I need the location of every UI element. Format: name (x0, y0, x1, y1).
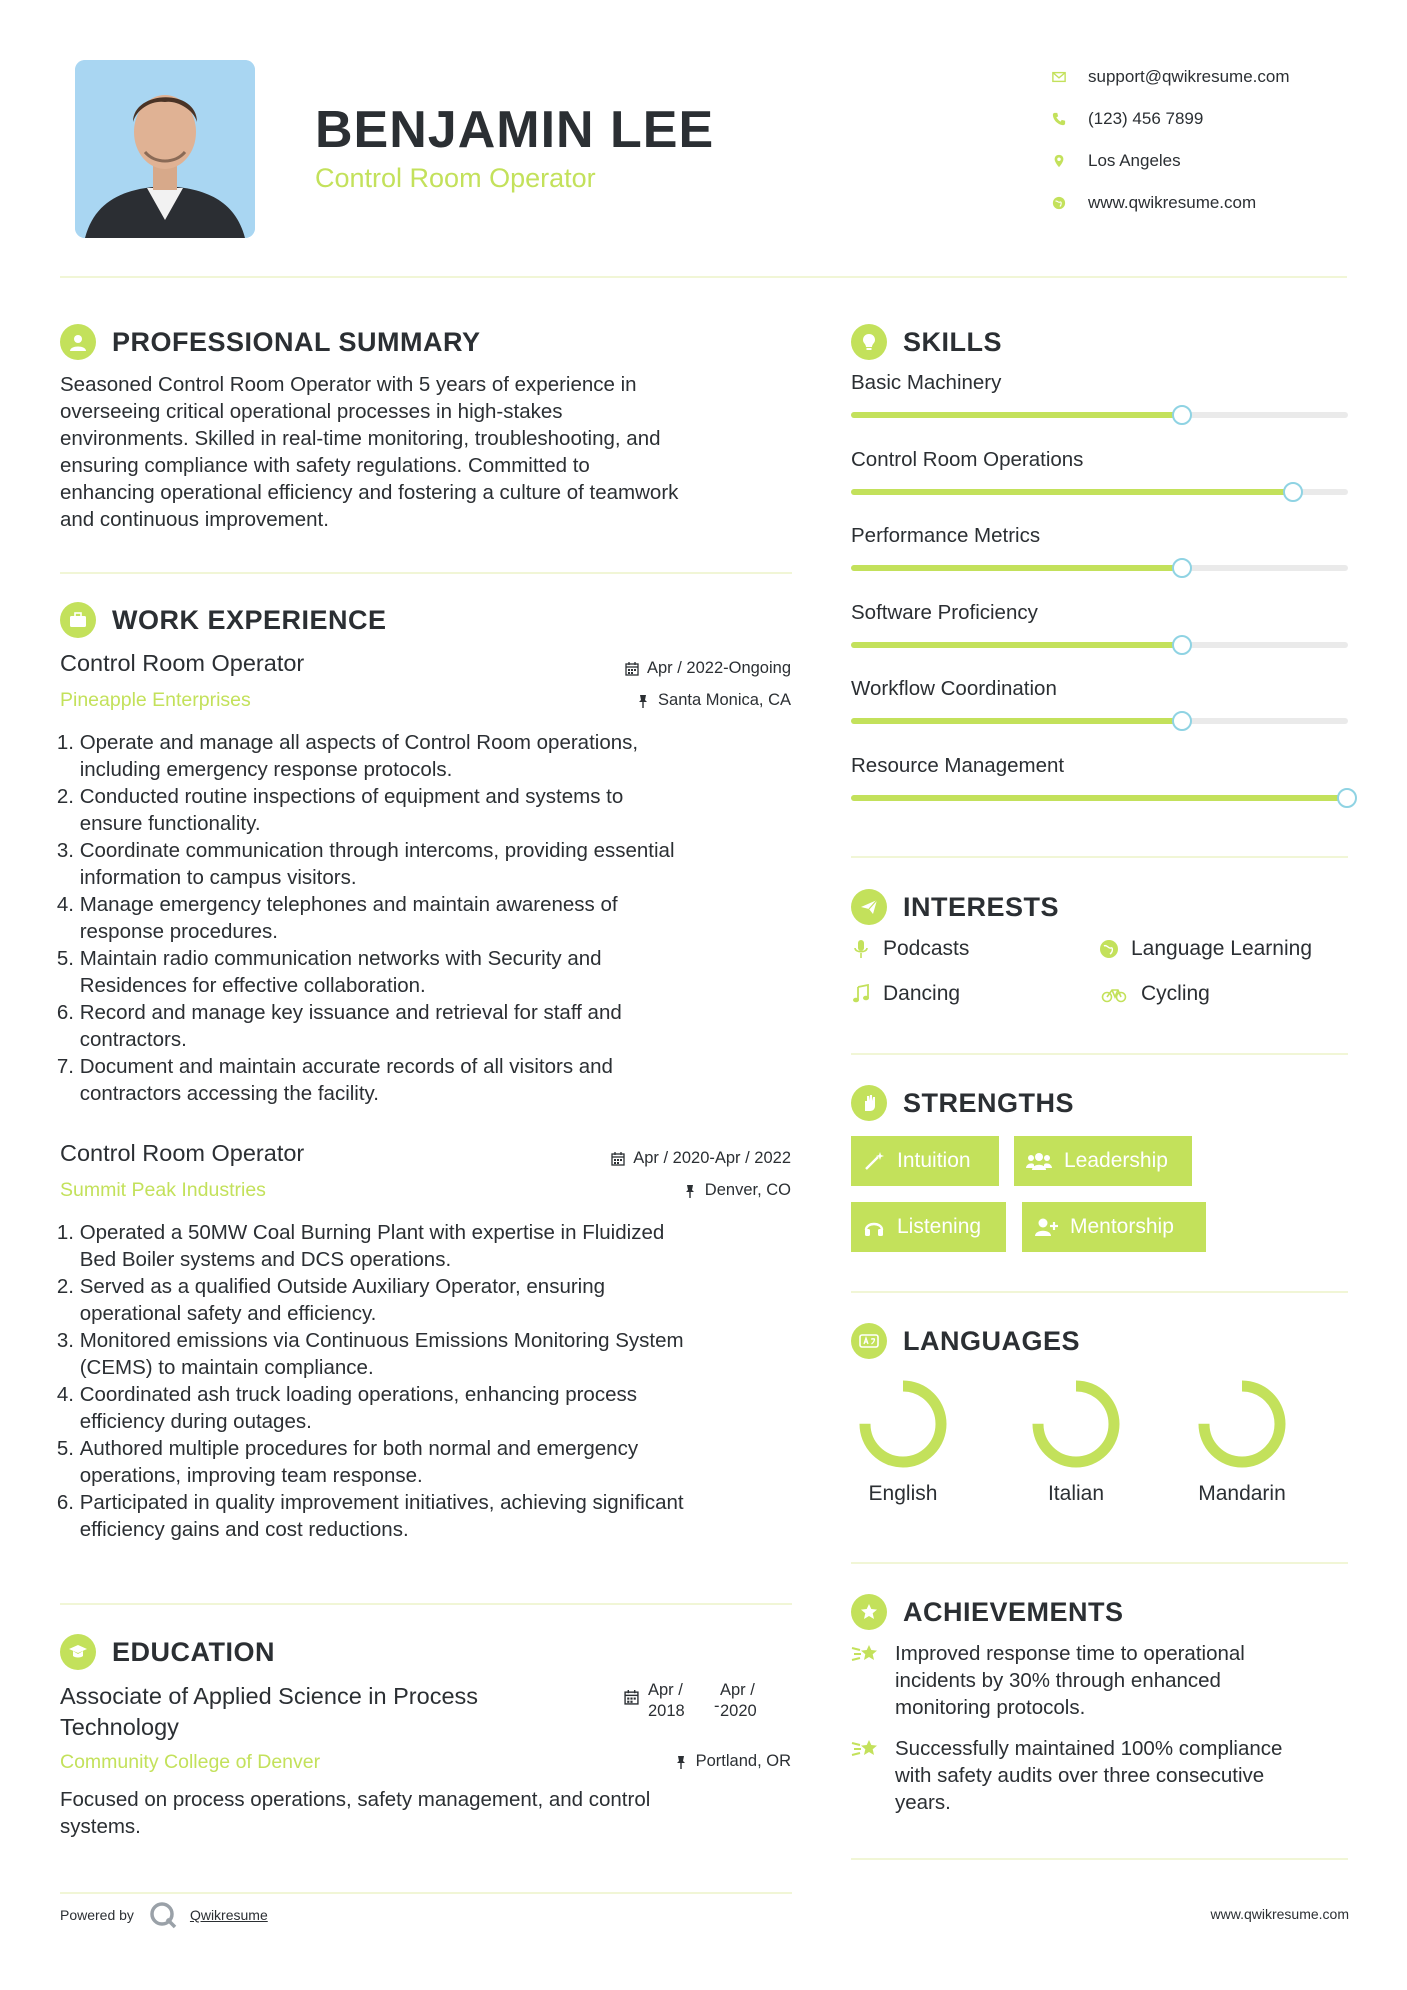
experience-heading (60, 602, 387, 638)
list-item: 2. Served as a qualified Outside Auxiliary Operator, ensuring operational safety and efficiency. (56, 1275, 606, 1325)
interests-divider (851, 1053, 1348, 1055)
job-title: Control Room Operator (60, 1140, 305, 1166)
lightbulb-icon (851, 324, 887, 360)
experience-divider (60, 1603, 792, 1605)
contact-phone-text: (123) 456 7899 (1088, 109, 1204, 128)
powered-by-text: Powered by (60, 1907, 134, 1923)
achievement-item (851, 1735, 1351, 1816)
summary-text (60, 371, 800, 533)
contact-phone[interactable] (1052, 98, 1290, 140)
candidate-name: BENJAMIN LEE (315, 101, 715, 159)
summary-divider (60, 572, 792, 574)
summary-line: ensuring compliance with safety regulations. Committed to (60, 454, 590, 477)
skill-item (851, 524, 1348, 548)
list-item: 5. Authored multiple procedures for both normal and emergency operations, improving team response. (56, 1437, 639, 1487)
language-level-ring (857, 1378, 949, 1470)
skill-bar-fill (851, 642, 1182, 648)
degree-line: Technology (60, 1714, 179, 1740)
achievement-text (895, 1640, 1245, 1721)
experience-title: WORK EXPERIENCE (112, 604, 387, 635)
strength-label: Leadership (1064, 1149, 1168, 1172)
skills-title: SKILLS (903, 326, 1003, 357)
interest-item (1099, 937, 1312, 961)
language-label: Mandarin (1198, 1482, 1286, 1505)
footer-site[interactable]: www.qwikresume.com (1210, 1906, 1349, 1922)
hand-icon (851, 1085, 887, 1121)
headphones-icon (863, 1216, 885, 1238)
job-title: Control Room Operator (60, 650, 305, 676)
education-desc-line: Focused on process operations, safety management, and control (60, 1788, 651, 1811)
job-location (683, 1181, 791, 1200)
list-item: 2. Conducted routine inspections of equipment and systems to ensure functionality. (56, 785, 624, 835)
skills-heading (851, 324, 1002, 360)
strength-chip (1014, 1136, 1192, 1186)
achievement-line: Improved response time to operational (895, 1642, 1245, 1665)
footer-divider (60, 1892, 792, 1894)
job-company: Summit Peak Industries (60, 1179, 266, 1201)
list-item: 7. Document and maintain accurate records of all visitors and contractors accessing the facility. (56, 1055, 613, 1105)
school-name: Community College of Denver (60, 1751, 321, 1773)
language-label: English (868, 1482, 938, 1505)
summary-heading (60, 324, 481, 360)
skill-bar-fill (851, 565, 1182, 571)
strength-chip (1022, 1202, 1206, 1252)
skill-label: Basic Machinery (851, 371, 1002, 394)
skill-level-knob (1172, 558, 1192, 578)
skill-item (851, 677, 1348, 701)
achievement-line: monitoring protocols. (895, 1696, 1086, 1719)
interest-label: Language Learning (1131, 937, 1313, 960)
job-location-text: Denver, CO (704, 1181, 791, 1199)
magic-wand-icon (863, 1150, 885, 1172)
microphone-icon (851, 939, 871, 959)
pushpin-icon (636, 694, 650, 708)
language-level-arc (1204, 1386, 1280, 1462)
summary-title: PROFESSIONAL SUMMARY (112, 326, 481, 357)
summary-line: overseeing critical operational processes in high-stakes (60, 400, 563, 423)
strengths-divider (851, 1291, 1348, 1293)
achievements-heading (851, 1594, 1124, 1630)
phone-icon (1052, 109, 1088, 129)
job-bullets (56, 729, 806, 1107)
skill-label: Workflow Coordination (851, 677, 1057, 700)
language-label: Italian (1047, 1482, 1105, 1505)
job-bullets (56, 1219, 806, 1543)
skill-level-knob (1337, 788, 1357, 808)
skill-level-knob (1172, 635, 1192, 655)
skill-bar-fill (851, 412, 1182, 418)
achievement-line: incidents by 30% through enhanced (895, 1669, 1221, 1692)
edu-date-separator: - (714, 1697, 720, 1715)
contact-block (1052, 56, 1290, 224)
language-level-arc (865, 1386, 941, 1462)
interest-label: Podcasts (883, 937, 970, 960)
strength-label: Intuition (897, 1149, 971, 1172)
summary-line: enhancing operational efficiency and fostering a culture of teamwork (60, 481, 679, 504)
header-divider (60, 276, 1347, 278)
edu-date-start-line: Apr / (648, 1681, 683, 1699)
list-item: 1. Operate and manage all aspects of Control Room operations, including emergency response protocols. (56, 731, 639, 781)
achievement-line: with safety audits over three consecutive (895, 1764, 1265, 1787)
list-item: 3. Monitored emissions via Continuous Emissions Monitoring System (CEMS) to maintain compliance. (56, 1329, 684, 1379)
skill-bar (851, 718, 1348, 724)
edu-date-end-line: Apr / (720, 1681, 755, 1699)
languages-divider (851, 1562, 1348, 1564)
skill-bar (851, 489, 1348, 495)
shooting-star-icon (851, 1737, 881, 1763)
achievement-line: years. (895, 1791, 951, 1814)
skill-bar-fill (851, 718, 1182, 724)
skills-divider (851, 856, 1348, 858)
skill-bar-fill (851, 489, 1293, 495)
profile-photo (75, 60, 255, 238)
calendar-icon (611, 1152, 625, 1166)
contact-location-text: Los Angeles (1088, 151, 1181, 170)
users-icon (1026, 1150, 1052, 1172)
language-item (848, 1378, 958, 1506)
interest-label: Cycling (1141, 982, 1210, 1005)
language-level-ring (1196, 1378, 1288, 1470)
skill-level-knob (1283, 482, 1303, 502)
skill-level-knob (1172, 711, 1192, 731)
list-item: 3. Coordinate communication through intercoms, providing essential information to campus visitors. (56, 839, 675, 889)
language-item (1187, 1378, 1297, 1506)
list-item: 5. Maintain radio communication networks with Security and Residences for effective collaboration. (56, 947, 602, 997)
summary-line: environments. Skilled in real-time monitoring, troubleshooting, and (60, 427, 661, 450)
calendar-icon (625, 662, 639, 676)
education-title: EDUCATION (112, 1636, 275, 1667)
degree-title (60, 1681, 478, 1743)
edu-location-text: Portland, OR (695, 1752, 791, 1770)
contact-website[interactable] (1052, 182, 1290, 224)
language-icon (851, 1323, 887, 1359)
music-icon (851, 984, 871, 1004)
pushpin-icon (674, 1755, 688, 1769)
languages-title: LANGUAGES (903, 1325, 1081, 1356)
contact-email[interactable] (1052, 56, 1290, 98)
user-plus-icon (1034, 1216, 1058, 1238)
list-item: 4. Coordinated ash truck loading operations, enhancing process efficiency during outages. (56, 1383, 637, 1433)
job-date (625, 659, 791, 678)
achievements-title: ACHIEVEMENTS (903, 1596, 1124, 1627)
degree-line: Associate of Applied Science in Process (60, 1683, 479, 1709)
paper-plane-icon (851, 889, 887, 925)
calendar-icon (624, 1690, 640, 1706)
skill-label: Control Room Operations (851, 447, 1084, 471)
list-item: 1. Operated a 50MW Coal Burning Plant with expertise in Fluidized Bed Boiler systems and DCS operations. (56, 1221, 665, 1271)
skill-level-knob (1172, 405, 1192, 425)
qwikresume-logo-icon (148, 1900, 178, 1930)
skill-item (851, 754, 1348, 778)
globe-icon (1099, 939, 1119, 959)
skill-label: Software Proficiency (851, 600, 1038, 624)
achievement-line: Successfully maintained 100% compliance (895, 1737, 1283, 1760)
achievements-divider (851, 1858, 1348, 1860)
skill-bar-fill (851, 795, 1348, 801)
interest-label: Dancing (883, 982, 961, 1005)
skill-item (851, 371, 1348, 395)
contact-website-text: www.qwikresume.com (1088, 193, 1257, 212)
job-date (611, 1149, 791, 1168)
summary-line: Seasoned Control Room Operator with 5 years of experience in (60, 373, 637, 396)
edu-date-end (720, 1680, 757, 1722)
footer-powered (60, 1900, 268, 1930)
interest-item (851, 937, 969, 961)
edu-date-start-line: 2018 (648, 1702, 685, 1720)
strength-chip (851, 1202, 1006, 1252)
language-level-ring (1030, 1378, 1122, 1470)
map-pin-icon (1052, 151, 1088, 171)
qwikresume-link[interactable]: Qwikresume (189, 1907, 268, 1923)
candidate-role: Control Room Operator (315, 163, 596, 193)
language-item (1021, 1378, 1131, 1506)
education-description (60, 1786, 800, 1840)
contact-location (1052, 140, 1290, 182)
skill-label: Performance Metrics (851, 524, 1041, 547)
strength-label: Listening (897, 1215, 982, 1238)
strengths-heading (851, 1085, 1074, 1121)
language-level-arc (1038, 1386, 1114, 1462)
skill-item (851, 448, 1348, 472)
graduation-icon (60, 1634, 96, 1670)
briefcase-icon (60, 602, 96, 638)
education-heading (60, 1634, 275, 1670)
globe-icon (1052, 193, 1088, 213)
interests-title: INTERESTS (903, 891, 1060, 922)
edu-location (674, 1752, 791, 1771)
list-item: 6. Record and manage key issuance and retrieval for staff and contractors. (56, 1001, 622, 1051)
job-location-text: Santa Monica, CA (658, 691, 791, 709)
skill-bar (851, 412, 1348, 418)
strength-chip (851, 1136, 999, 1186)
strength-label: Mentorship (1070, 1215, 1174, 1238)
edu-date-start (648, 1680, 685, 1722)
trophy-star-icon (851, 1594, 887, 1630)
bicycle-icon (1099, 984, 1129, 1004)
languages-heading (851, 1323, 1080, 1359)
interest-item (1099, 982, 1210, 1006)
interests-heading (851, 889, 1059, 925)
job-date-text: Apr / 2022-Ongoing (646, 659, 791, 677)
skill-bar (851, 642, 1348, 648)
user-icon (60, 324, 96, 360)
summary-line: and continuous improvement. (60, 508, 329, 531)
job-company: Pineapple Enterprises (60, 689, 251, 711)
skill-bar (851, 565, 1348, 571)
edu-date-end-line: 2020 (720, 1702, 757, 1720)
shooting-star-icon (851, 1642, 881, 1668)
skill-label: Resource Management (851, 753, 1065, 777)
job-location (636, 691, 791, 710)
achievement-item (851, 1640, 1351, 1721)
envelope-icon (1052, 67, 1088, 87)
pushpin-icon (683, 1184, 697, 1198)
skill-bar (851, 795, 1348, 801)
interest-item (851, 982, 960, 1006)
job-date-text: Apr / 2020-Apr / 2022 (633, 1149, 791, 1167)
achievement-text (895, 1735, 1282, 1816)
list-item: 6. Participated in quality improvement initiatives, achieving significant efficiency gains and cost reductions. (56, 1491, 684, 1541)
contact-email-text: support@qwikresume.com (1088, 67, 1290, 86)
strengths-title: STRENGTHS (903, 1087, 1075, 1118)
education-desc-line: systems. (60, 1815, 141, 1838)
skill-item (851, 601, 1348, 625)
list-item: 4. Manage emergency telephones and maintain awareness of response procedures. (56, 893, 618, 943)
